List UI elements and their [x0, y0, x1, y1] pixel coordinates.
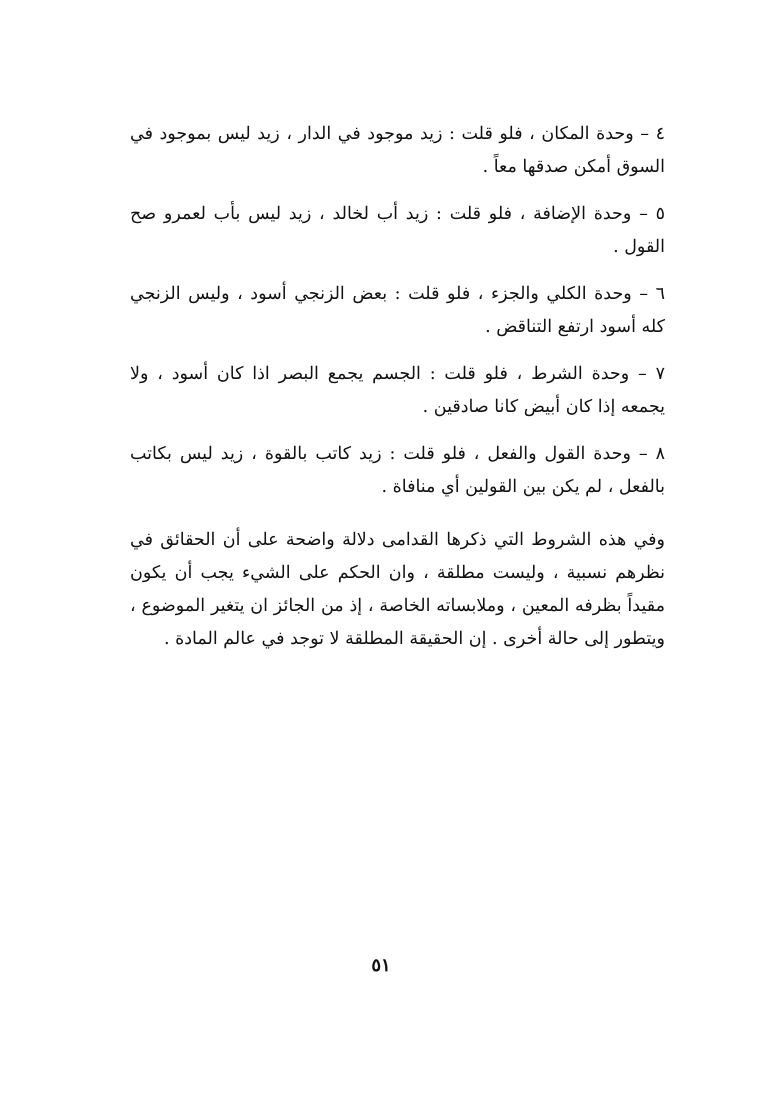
- body-text: [130, 118, 665, 670]
- closing-paragraph: وفي هذه الشروط التي ذكرها القدامى دلالة واضحة على أن الحقائق في نظرهم نسبية ، وليست مطلقة ، وان الحكم على الشيء يجب أن يكون مقيداً بظرفه المعين ، وملابساته الخاصة ، إذ من الجائز ان يتغير الموضوع ، ويتطور إلى حالة أخرى . إن الحقيقة المطلقة لا توجد في عالم المادة .: [130, 530, 665, 649]
- condition-paragraph-4: ٤ – وحدة المكان ، فلو قلت : زيد موجود في الدار ، زيد ليس بموجود في السوق أمكن صدقها معاً .: [130, 124, 665, 177]
- page-number: ٥١: [371, 955, 391, 976]
- condition-paragraph-5: ٥ – وحدة الإضافة ، فلو قلت : زيد أب لخالد ، زيد ليس بأب لعمرو صح القول .: [130, 204, 665, 257]
- condition-paragraph-7: ٧ – وحدة الشرط ، فلو قلت : الجسم يجمع البصر اذا كان أسود ، ولا يجمعه إذا كان أبيض كانا صادقين .: [130, 364, 665, 417]
- condition-paragraph-8: ٨ – وحدة القول والفعل ، فلو قلت : زيد كاتب بالقوة ، زيد ليس بكاتب بالفعل ، لم يكن بين القولين أي منافاة .: [130, 444, 665, 497]
- condition-paragraph-6: ٦ – وحدة الكلي والجزء ، فلو قلت : بعض الزنجي أسود ، وليس الزنجي كله أسود ارتفع التناقض .: [130, 284, 665, 337]
